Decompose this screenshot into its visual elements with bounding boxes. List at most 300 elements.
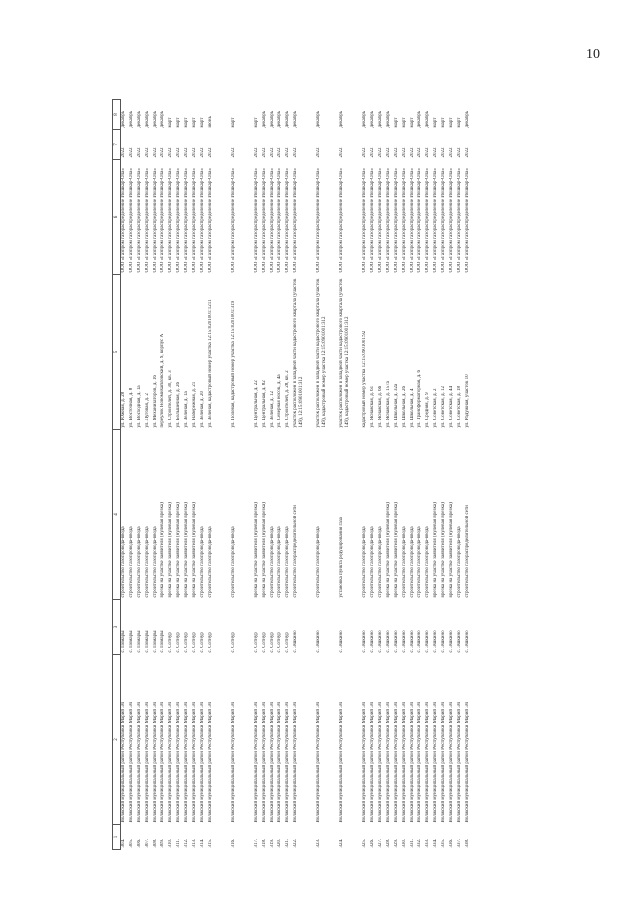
table-cell-col-4: строительство газопровода-ввода — [378, 526, 384, 598]
table-cell-col-4: врезка на участке заявителя (нулевая врезка) — [192, 502, 198, 598]
table-row — [402, 100, 410, 850]
table-cell-col-5: ул. Механизаторов, д. 16 — [152, 375, 158, 428]
table-cell-col-4: строительство газопровода-ввода — [230, 526, 236, 598]
table-cell-col-6: ООО «Газпром газораспределение Йошкар-Ола» — [152, 168, 158, 273]
table-cell-col-7: 2022 — [285, 147, 291, 158]
table-cell-col-2: Волжский муниципальный район Республики Марий Эл — [269, 701, 275, 823]
table-cell-col-1: 305. — [128, 838, 134, 848]
table-cell-col-4: строительство газораспределительной сети — [464, 505, 470, 598]
table-cell-col-4: строительство газопровода-ввода — [121, 526, 126, 598]
table-cell-col-7: 2022 — [433, 147, 439, 158]
table-cell-col-7: 2022 — [152, 147, 158, 158]
table-cell-col-3: с. Сотнур — [176, 632, 182, 653]
table-cell-col-3: с. Эшкино — [316, 630, 322, 653]
table-cell-col-2: Волжский муниципальный район Республики Марий Эл — [401, 701, 407, 823]
table-row — [184, 100, 192, 850]
table-cell-col-3: с. Сотнур — [168, 632, 174, 653]
table-cell-col-4: строительство газораспределительной сети — [293, 505, 299, 598]
table-cell-col-4: строительство газопровода-ввода — [425, 526, 431, 598]
table-cell-col-4: строительство газопровода-ввода — [199, 526, 205, 598]
table-cell-col-2: Волжский муниципальный район Республики Марий Эл — [176, 701, 182, 823]
table-cell-col-1: 325. — [362, 838, 368, 848]
column-header-7: 7 — [113, 130, 121, 160]
table-cell-col-2: Волжский муниципальный район Республики Марий Эл — [207, 701, 213, 823]
table-cell-col-1: 326. — [370, 838, 376, 848]
table-cell-col-1: 315. — [207, 838, 213, 848]
table-cell-col-5: ул. Строителей, д. 30, кв. 3 — [168, 370, 174, 428]
table-cell-col-2: Волжский муниципальный район Республики Марий Эл — [152, 701, 158, 823]
table-cell-col-1: 320. — [277, 838, 283, 848]
table-cell-col-7: 2022 — [199, 147, 205, 158]
table-cell-col-2: Волжский муниципальный район Республики Марий Эл — [253, 701, 259, 823]
table-cell-col-2: Волжский муниципальный район Республики Марий Эл — [199, 701, 205, 823]
table-cell-col-4: врезка на участке заявителя (нулевая врезка) — [385, 502, 391, 598]
table-cell-col-2: Волжский муниципальный район Республики Марий Эл — [456, 701, 462, 823]
table-cell-col-8: март — [456, 117, 462, 128]
table-cell-col-3: с. Сотнур — [207, 632, 213, 653]
table-cell-col-6: ООО «Газпром газораспределение Йошкар-Ола» — [269, 168, 275, 273]
table-cell-col-1: 335. — [441, 838, 447, 848]
table-cell-col-3: с. Эшкино — [417, 630, 423, 653]
table-cell-col-7: 2022 — [261, 147, 267, 158]
table-cell-col-2: Волжский муниципальный район Республики Марий Эл — [449, 701, 455, 823]
table-cell-col-8: март — [401, 117, 407, 128]
table-cell-col-4: врезка на участке заявителя (нулевая врезка) — [441, 502, 447, 598]
table-row — [449, 100, 457, 850]
table-row — [394, 100, 402, 850]
table-row — [417, 100, 425, 850]
table-cell-col-6: ООО «Газпром газораспределение Йошкар-Ола» — [253, 168, 259, 273]
table-cell-col-3: с. Помары — [152, 630, 158, 653]
column-header-3: 3 — [113, 600, 121, 655]
table-cell-col-8: декабрь — [293, 110, 299, 128]
table-cell-col-7: 2022 — [207, 147, 213, 158]
table-cell-col-3: с. Сотнур — [184, 632, 190, 653]
table-cell-col-3: с. Эшкино — [370, 630, 376, 653]
table-cell-col-1: 331. — [409, 838, 415, 848]
table-cell-col-3: с. Сотнур — [199, 632, 205, 653]
table-cell-col-1: 309. — [160, 838, 166, 848]
table-cell-col-7: 2022 — [144, 147, 150, 158]
table-cell-col-1: 310. — [168, 838, 174, 848]
table-cell-col-3: с. Помары — [121, 630, 126, 653]
table-row — [231, 100, 254, 850]
table-cell-col-3: с. Помары — [136, 630, 142, 653]
table-cell-col-7: 2022 — [176, 147, 182, 158]
table-cell-col-7: 2022 — [269, 147, 275, 158]
table-cell-col-2: Волжский муниципальный район Республики Марий Эл — [261, 701, 267, 823]
table-cell-col-3: с. Сотнур — [269, 632, 275, 653]
table-cell-col-8: март — [409, 117, 415, 128]
table-cell-col-6: ООО «Газпром газораспределение Йошкар-Ола» — [362, 168, 368, 273]
table-cell-col-4: строительство газопровода-ввода — [316, 526, 322, 598]
table-cell-col-2: Волжский муниципальный район Республики Марий Эл — [417, 701, 423, 823]
table-row — [386, 100, 394, 850]
table-cell-col-5: ул. Советская, д. 44 — [449, 385, 455, 428]
table-cell-col-2: Волжский муниципальный район Республики Марий Эл — [441, 701, 447, 823]
table-cell-col-8: март — [176, 117, 182, 128]
table-row — [254, 100, 262, 850]
table-cell-col-7: 2022 — [184, 147, 190, 158]
table-row — [121, 100, 129, 850]
table-cell-col-3: с. Помары — [160, 630, 166, 653]
table-cell-col-3: с. Эшкино — [441, 630, 447, 653]
table-cell-col-2: Волжский муниципальный район Республики Марий Эл — [144, 701, 150, 823]
table-cell-col-6: ООО «Газпром газораспределение Йошкар-Ола» — [285, 168, 291, 273]
table-cell-col-2: Волжский муниципальный район Республики Марий Эл — [121, 701, 126, 823]
table-row — [410, 100, 418, 850]
table-cell-col-1: 322. — [293, 838, 299, 848]
table-cell-col-4: врезка на участке заявителя (нулевая врезка) — [449, 502, 455, 598]
gasification-table — [112, 99, 473, 850]
table-cell-col-8: март — [192, 117, 198, 128]
table-row — [277, 100, 285, 850]
table-cell-col-2: Волжский муниципальный район Республики Марий Эл — [192, 701, 198, 823]
table-cell-col-2: Волжский муниципальный район Республики Марий Эл — [316, 701, 322, 823]
table-cell-col-3: с. Эшкино — [393, 630, 399, 653]
table-cell-col-4: строительство газопровода-ввода — [136, 526, 142, 598]
table-row — [192, 100, 200, 850]
table-cell-col-7: 2022 — [192, 147, 198, 158]
table-row — [176, 100, 184, 850]
table-row — [153, 100, 161, 850]
table-cell-col-1: 329. — [393, 838, 399, 848]
table-cell-col-5: ул. Трансформаторная, д. 6 — [417, 369, 423, 428]
table-cell-col-5: ул. Радужная, участок 10 — [464, 374, 470, 428]
table-cell-col-6: ООО «Газпром газораспределение Йошкар-Ола» — [230, 168, 236, 273]
table-cell-col-6: ООО «Газпром газораспределение Йошкар-Ола» — [293, 168, 299, 273]
table-cell-col-7: 2022 — [441, 147, 447, 158]
table-cell-col-8: декабрь — [261, 110, 267, 128]
table-cell-col-2: Волжский муниципальный район Республики Марий Эл — [136, 701, 142, 823]
table-row — [208, 100, 231, 850]
table-cell-col-8: декабрь — [385, 110, 391, 128]
table-cell-col-4: врезка на участке заявителя (нулевая врезка) — [168, 502, 174, 598]
table-cell-col-7: 2022 — [121, 147, 126, 158]
table-cell-col-4: врезка на участке заявителя (нулевая врезка) — [176, 502, 182, 598]
table-cell-col-8: декабрь — [152, 110, 158, 128]
table-row — [285, 100, 293, 850]
table-cell-col-3: с. Эшкино — [385, 630, 391, 653]
table-cell-col-4: врезка на участке заявителя (нулевая врезка) — [261, 502, 267, 598]
table-cell-col-3: с. Эшкино — [362, 630, 368, 653]
table-cell-col-6: ООО «Газпром газораспределение Йошкар-Ола» — [401, 168, 407, 273]
table-row — [378, 100, 386, 850]
table-row — [425, 100, 433, 850]
table-cell-col-6: ООО «Газпром газораспределение Йошкар-Ола» — [261, 168, 267, 273]
rotated-table-container — [112, 100, 522, 850]
table-cell-col-5: ул. Зеленая, д. 12 — [269, 391, 275, 428]
table-header — [113, 100, 121, 850]
table-cell-col-8: июнь — [207, 116, 213, 128]
table-cell-col-7: 2022 — [316, 147, 322, 158]
table-cell-col-6: ООО «Газпром газораспределение Йошкар-Ола» — [184, 168, 190, 273]
table-cell-col-2: Волжский муниципальный район Республики Марий Эл — [409, 701, 415, 823]
table-cell-col-8: декабрь — [160, 110, 166, 128]
table-cell-col-6: ООО «Газпром газораспределение Йошкар-Ола» — [199, 168, 205, 273]
table-cell-col-3: с. Эшкино — [339, 630, 345, 653]
table-row — [137, 100, 145, 850]
table-cell-col-1: 328. — [385, 838, 391, 848]
table-cell-col-8: декабрь — [285, 110, 291, 128]
table-cell-col-7: 2022 — [401, 147, 407, 158]
table-cell-col-2: Волжский муниципальный район Республики Марий Эл — [370, 701, 376, 823]
table-cell-col-6: ООО «Газпром газораспределение Йошкар-Ола» — [277, 168, 283, 273]
table-cell-col-8: декабрь — [128, 110, 134, 128]
table-cell-col-4: врезка на участке заявителя (нулевая врезка) — [393, 502, 399, 598]
table-body — [121, 100, 473, 850]
column-header-5: 5 — [113, 275, 121, 430]
table-cell-col-5: ул. Школьная, д. 4 — [409, 388, 415, 428]
table-cell-col-5: ул. Советская, д. 2 — [433, 388, 439, 428]
table-cell-col-3: с. Эшкино — [401, 630, 407, 653]
table-cell-col-6: ООО «Газпром газораспределение Йошкар-Ола» — [393, 168, 399, 273]
table-row — [160, 100, 168, 850]
table-cell-col-3: с. Эшкино — [409, 630, 415, 653]
column-header-1: 1 — [113, 825, 121, 850]
table-cell-col-5: ул. Зеленая, д. 20 — [199, 391, 205, 428]
table-cell-col-4: строительство газопровода-ввода — [269, 526, 275, 598]
table-row — [145, 100, 153, 850]
table-cell-col-6: ООО «Газпром газораспределение Йошкар-Ола» — [409, 168, 415, 273]
table-cell-col-4: врезка на участке заявителя (нулевая врезка) — [433, 502, 439, 598]
table-cell-col-5: ул. Средняя, д. 9 — [425, 392, 431, 428]
table-cell-col-2: Волжский муниципальный район Республики Марий Эл — [378, 701, 384, 823]
table-cell-col-3: с. Сотнур — [230, 632, 236, 653]
table-cell-col-7: 2022 — [160, 147, 166, 158]
table-cell-col-4: врезка на участке заявителя (нулевая врезка) — [253, 502, 259, 598]
table-cell-col-2: Волжский муниципальный район Республики Марий Эл — [184, 701, 190, 823]
table-cell-col-6: ООО «Газпром газораспределение Йошкар-Ола» — [417, 168, 423, 273]
table-cell-col-7: 2022 — [277, 147, 283, 158]
table-cell-col-7: 2022 — [378, 147, 384, 158]
table-cell-col-8: декабрь — [144, 110, 150, 128]
table-cell-col-5: ул. Яснаяская, д. 66 — [378, 385, 384, 428]
table-cell-col-8: декабрь — [121, 110, 126, 128]
table-cell-col-8: декабрь — [136, 110, 142, 128]
table-cell-col-5: переулок Новомихайловский, д. 9, корпус А — [160, 333, 166, 428]
table-cell-col-6: ООО «Газпром газораспределение Йошкар-Ола» — [449, 168, 455, 273]
table-cell-col-6: ООО «Газпром газораспределение Йошкар-Ола» — [136, 168, 142, 273]
table-cell-col-2: Волжский муниципальный район Республики Марий Эл — [433, 701, 439, 823]
table-cell-col-1: 336. — [449, 838, 455, 848]
table-cell-col-1: 304. — [121, 838, 126, 848]
table-cell-col-1: 317. — [253, 838, 259, 848]
table-row — [339, 100, 362, 850]
table-cell-col-2: Волжский муниципальный район Республики Марий Эл — [339, 701, 345, 823]
table-cell-col-1: 314. — [199, 838, 205, 848]
table-cell-col-7: 2022 — [230, 147, 236, 158]
table-cell-col-5: участок расположен в западной части кадастрового квартала (участок 149), кадастровый номер участка 12:15:0901001:312 — [316, 278, 328, 428]
table-cell-col-3: с. Эшкино — [433, 630, 439, 653]
table-cell-col-3: с. Сотнур — [261, 632, 267, 653]
table-cell-col-3: с. Эшкино — [293, 630, 299, 653]
table-cell-col-8: декабрь — [339, 110, 345, 128]
table-cell-col-8: декабрь — [269, 110, 275, 128]
table-cell-col-6: ООО «Газпром газораспределение Йошкар-Ола» — [339, 168, 345, 273]
table-cell-col-8: декабрь — [464, 110, 470, 128]
table-cell-col-6: ООО «Газпром газораспределение Йошкар-Ола» — [385, 168, 391, 273]
table-cell-col-5: ул. Луговая, д. 2 — [144, 393, 150, 428]
table-cell-col-8: март — [449, 117, 455, 128]
table-cell-col-4: строительство газопровода-ввода — [152, 526, 158, 598]
table-cell-col-6: ООО «Газпром газораспределение Йошкар-Ола» — [160, 168, 166, 273]
table-cell-col-8: декабрь — [425, 110, 431, 128]
table-cell-col-3: с. Эшкино — [425, 630, 431, 653]
table-cell-col-4: строительство газопровода-ввода — [277, 526, 283, 598]
table-cell-col-4: строительство газопровода-ввода — [401, 526, 407, 598]
table-cell-col-2: Волжский муниципальный район Республики Марий Эл — [128, 701, 134, 823]
table-row — [441, 100, 449, 850]
table-cell-col-6: ООО «Газпром газораспределение Йошкар-Ола» — [433, 168, 439, 273]
table-cell-col-8: март — [168, 117, 174, 128]
table-cell-col-4: строительство газопровода-ввода — [370, 526, 376, 598]
table-cell-col-6: ООО «Газпром газораспределение Йошкар-Ола» — [370, 168, 376, 273]
column-header-2: 2 — [113, 655, 121, 825]
table-cell-col-5: ул. Южная, д. 28 — [121, 391, 126, 428]
table-cell-col-6: ООО «Газпром газораспределение Йошкар-Ола» — [316, 168, 322, 273]
table-cell-col-3: с. Помары — [128, 630, 134, 653]
table-cell-col-5: ул. Большечная, д. 26 — [176, 381, 182, 428]
table-cell-col-2: Волжский муниципальный район Республики Марий Эл — [464, 701, 470, 823]
table-cell-col-1: 330. — [401, 838, 407, 848]
table-cell-col-2: Волжский муниципальный район Республики Марий Эл — [230, 701, 236, 823]
table-cell-col-5: ул. Восточная, д. 8 — [128, 387, 134, 428]
table-cell-col-4: врезка на участке заявителя (нулевая врезка) — [160, 502, 166, 598]
table-cell-col-7: 2022 — [393, 147, 399, 158]
table-cell-col-4: строительство газопровода-ввода — [207, 526, 213, 598]
table-cell-col-2: Волжский муниципальный район Республики Марий Эл — [277, 701, 283, 823]
table-cell-col-4: установка пункта редуцирования газа — [339, 517, 345, 598]
table-cell-col-8: март — [253, 117, 259, 128]
table-cell-col-5: ул. Яснаяская, д. 157а — [385, 381, 391, 428]
table-cell-col-5: ул. Яснаяская, д. 61 — [370, 385, 376, 428]
table-row — [465, 100, 473, 850]
table-cell-col-5: ул. Школьная, д. 26 — [401, 386, 407, 428]
table-row — [433, 100, 441, 850]
table-cell-col-5: ул. Школьная, д. 32а — [393, 383, 399, 428]
table-cell-col-6: ООО «Газпром газораспределение Йошкар-Ола» — [441, 168, 447, 273]
table-cell-col-8: декабрь — [378, 110, 384, 128]
table-cell-col-1: 306. — [136, 838, 142, 848]
table-cell-col-2: Волжский муниципальный район Республики Марий Эл — [160, 701, 166, 823]
table-cell-col-3: с. Эшкино — [449, 630, 455, 653]
table-cell-col-1: 318. — [261, 838, 267, 848]
table-cell-col-1: 319. — [269, 838, 275, 848]
table-cell-col-7: 2022 — [449, 147, 455, 158]
table-cell-col-5: ул. Советская, д. 18 — [456, 385, 462, 428]
table-cell-col-1: 313. — [192, 838, 198, 848]
table-row — [316, 100, 339, 850]
table-cell-col-1: 327. — [378, 838, 384, 848]
table-cell-col-6: ООО «Газпром газораспределение Йошкар-Ола» — [121, 168, 126, 273]
table-cell-col-7: 2022 — [293, 147, 299, 158]
table-cell-col-3: с. Эшкино — [464, 630, 470, 653]
table-cell-col-2: Волжский муниципальный район Республики Марий Эл — [362, 701, 368, 823]
table-cell-col-2: Волжский муниципальный район Республики Марий Эл — [385, 701, 391, 823]
table-cell-col-3: с. Сотнур — [285, 632, 291, 653]
table-cell-col-5: ул. Северная носок, д. 4а — [277, 374, 283, 428]
table-cell-col-8: март — [230, 117, 236, 128]
table-cell-col-7: 2022 — [253, 147, 259, 158]
table-row — [293, 100, 316, 850]
table-cell-col-6: ООО «Газпром газораспределение Йошкар-Ола» — [456, 168, 462, 273]
table-cell-col-5: ул. Зеленая, д. 1а — [184, 391, 190, 428]
table-cell-col-4: строительство газопровода-ввода — [128, 526, 134, 598]
table-cell-col-5: ул. Полевая, кадастровый номер участка 12:15:0201001:319 — [230, 300, 236, 428]
table-cell-col-1: 333. — [425, 838, 431, 848]
column-header-8: 8 — [113, 100, 121, 130]
table-cell-col-8: декабрь — [277, 110, 283, 128]
table-cell-col-3: с. Сотнур — [253, 632, 259, 653]
table-cell-col-5: ул. Восходная, д. 1а — [136, 385, 142, 428]
table-cell-col-1: 312. — [184, 838, 190, 848]
table-cell-col-1: 308. — [152, 838, 158, 848]
table-cell-col-5: участок расположен в западной части кадастрового квартала (участок 149), кадастровый номер участка 12:15:0901001:312 — [339, 278, 351, 428]
table-cell-col-7: 2022 — [168, 147, 174, 158]
table-cell-col-4: строительство газопровода-ввода — [417, 526, 423, 598]
table-cell-col-5: ул. Советская, д. 12 — [441, 385, 447, 428]
table-cell-col-7: 2022 — [128, 147, 134, 158]
table-cell-col-4: врезка на участке заявителя (нулевая врезка) — [184, 502, 190, 598]
table-cell-col-7: 2022 — [362, 147, 368, 158]
table-cell-col-7: 2022 — [370, 147, 376, 158]
table-cell-col-4: строительство газопровода-ввода — [456, 526, 462, 598]
table-cell-col-6: ООО «Газпром газораспределение Йошкар-Ола» — [144, 168, 150, 273]
table-cell-col-1: 323. — [316, 838, 322, 848]
table-cell-col-2: Волжский муниципальный район Республики Марий Эл — [168, 701, 174, 823]
table-cell-col-1: 307. — [144, 838, 150, 848]
table-cell-col-5: кадастровый номер участка 12:15:0901001:92 — [362, 330, 368, 428]
table-cell-col-3: с. Помары — [144, 630, 150, 653]
table-cell-col-7: 2022 — [136, 147, 142, 158]
table-row — [200, 100, 208, 850]
table-cell-col-1: 324. — [339, 838, 345, 848]
table-cell-col-6: ООО «Газпром газораспределение Йошкар-Ола» — [378, 168, 384, 273]
table-cell-col-8: декабрь — [417, 110, 423, 128]
table-cell-col-8: март — [199, 117, 205, 128]
table-cell-col-6: ООО «Газпром газораспределение Йошкар-Ола» — [128, 168, 134, 273]
table-cell-col-8: март — [184, 117, 190, 128]
table-cell-col-6: ООО «Газпром газораспределение Йошкар-Ола» — [207, 168, 213, 273]
table-row — [262, 100, 270, 850]
table-row — [270, 100, 278, 850]
table-cell-col-8: март — [393, 117, 399, 128]
table-cell-col-2: Волжский муниципальный район Республики Марий Эл — [293, 701, 299, 823]
table-cell-col-4: строительство газопровода-ввода — [409, 526, 415, 598]
table-cell-col-6: ООО «Газпром газораспределение Йошкар-Ола» — [176, 168, 182, 273]
table-cell-col-1: 316. — [230, 838, 236, 848]
table-cell-col-3: с. Эшкино — [456, 630, 462, 653]
table-cell-col-5: ул. Центральная, д. 82 — [261, 380, 267, 428]
table-cell-col-7: 2022 — [425, 147, 431, 158]
table-cell-col-5: ул. Строителей, д. 28, кв. 2 — [285, 370, 291, 428]
table-cell-col-4: строительство газопровода-ввода — [144, 526, 150, 598]
table-cell-col-2: Волжский муниципальный район Республики Марий Эл — [425, 701, 431, 823]
table-cell-col-1: 321. — [285, 838, 291, 848]
table-row — [168, 100, 176, 850]
table-row — [362, 100, 370, 850]
table-cell-col-8: декабрь — [316, 110, 322, 128]
table-cell-col-6: ООО «Газпром газораспределение Йошкар-Ола» — [464, 168, 470, 273]
table-cell-col-7: 2022 — [385, 147, 391, 158]
table-cell-col-7: 2022 — [339, 147, 345, 158]
table-cell-col-1: 334. — [433, 838, 439, 848]
page-number: 10 — [586, 47, 600, 62]
table-cell-col-6: ООО «Газпром газораспределение Йошкар-Ола» — [192, 168, 198, 273]
table-cell-col-7: 2022 — [417, 147, 423, 158]
column-header-6: 6 — [113, 160, 121, 275]
